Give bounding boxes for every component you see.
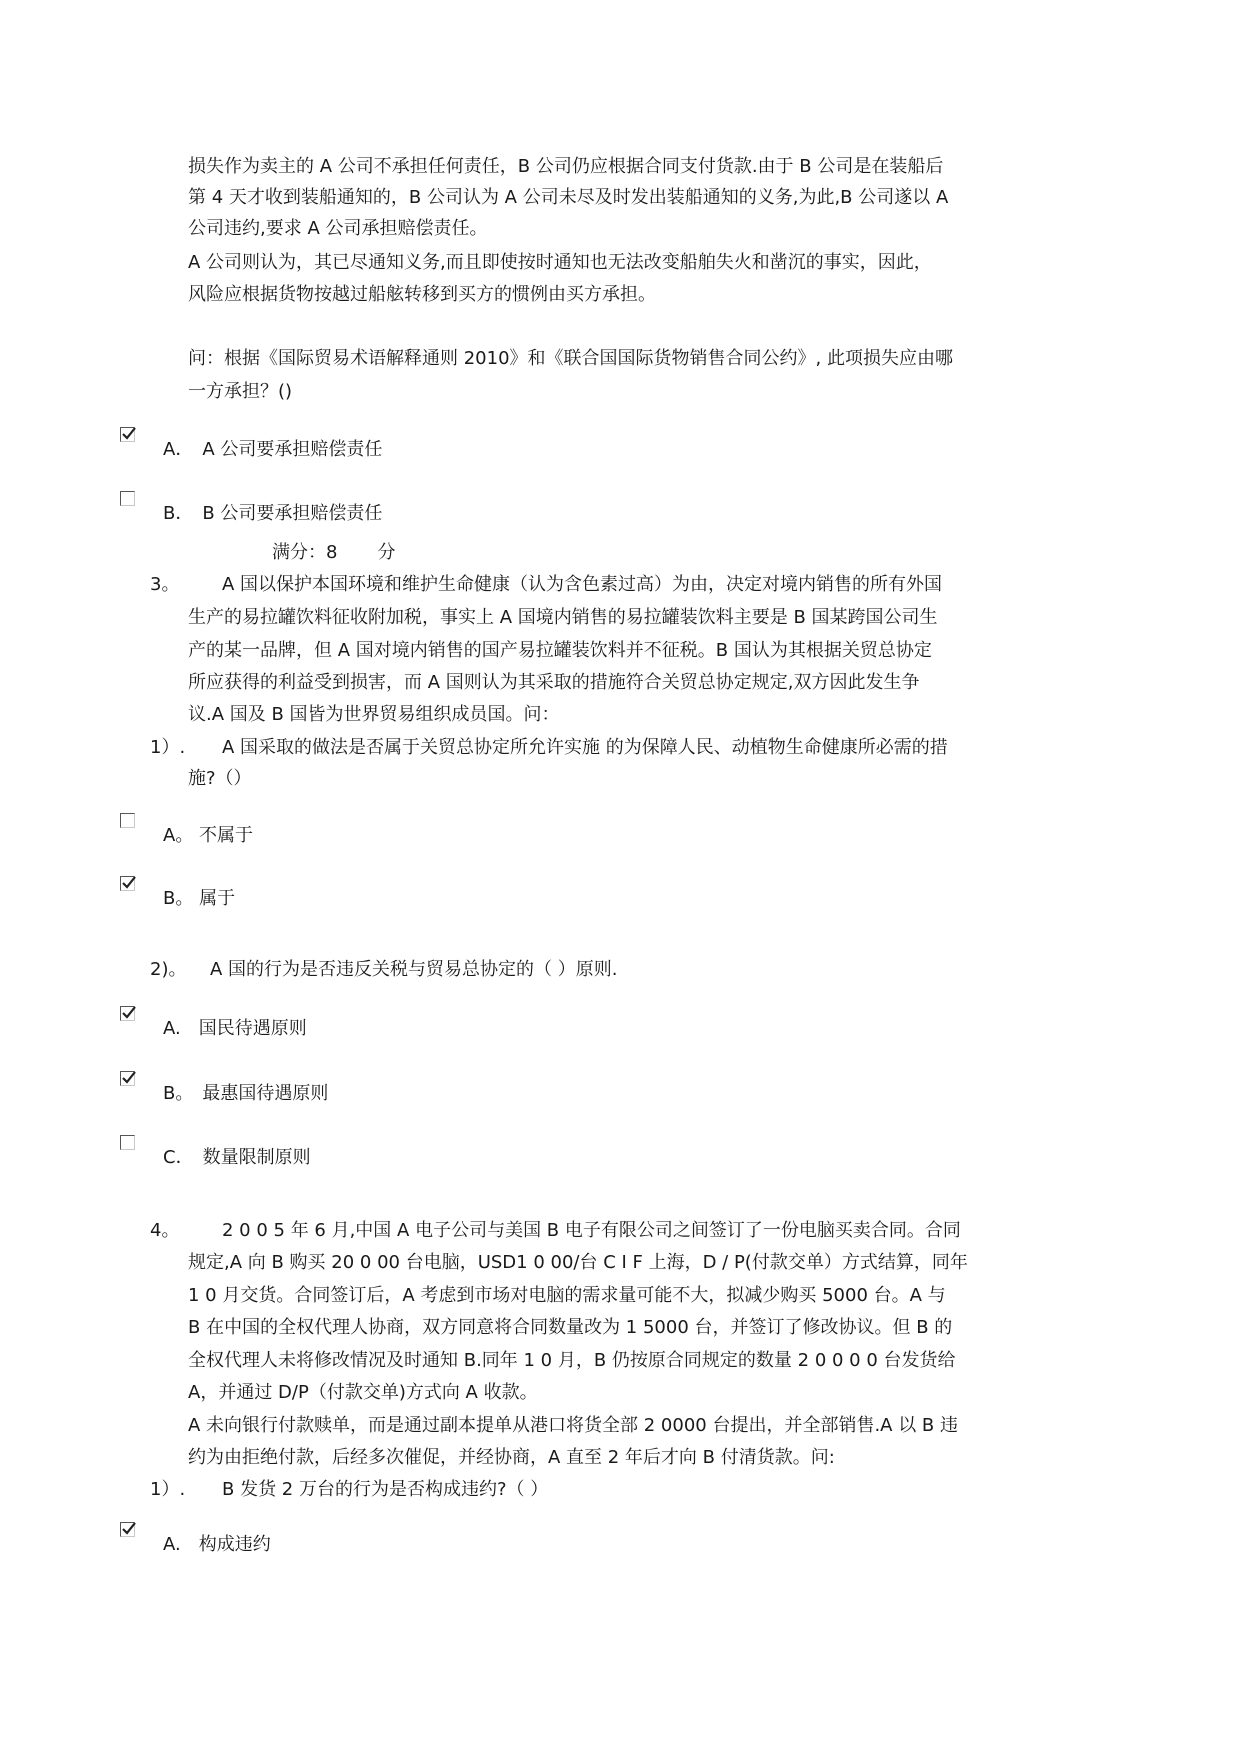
q4-line-7: A 未向银行付款赎单，而是通过副本提单从港口将货全部 2 0000 台提出，并全部销售.A 以 B 违 xyxy=(188,1415,959,1436)
q2-option-a[interactable]: A． A 公司要承担赔偿责任 xyxy=(163,439,383,460)
q2-score xyxy=(272,542,395,564)
q4-sub1-text: B 发货 2 万台的行为是否构成违约?（ ） xyxy=(222,1479,549,1500)
q3-sub1-option-b-checkbox[interactable] xyxy=(120,876,135,891)
checkmark-icon xyxy=(121,426,137,442)
q2-question-line-1: 问：根据《国际贸易术语解释通则 2010》和《联合国国际货物销售合同公约》, 此项损失应由哪 xyxy=(188,348,953,369)
q3-line-4: 所应获得的利益受到损害，而 A 国则认为其采取的措施符合关贸总协定规定,双方因此发生争 xyxy=(188,672,920,693)
q2-option-a-checkbox[interactable] xyxy=(120,427,135,442)
q3-line-3: 产的某一品牌，但 A 国对境内销售的国产易拉罐装饮料并不征税。B 国认为其根据关贸总协定 xyxy=(188,640,932,661)
q2-line-5: 风险应根据货物按越过船舷转移到买方的惯例由买方承担。 xyxy=(188,284,656,305)
q3-sub1-option-a[interactable]: A。 不属于 xyxy=(163,825,254,846)
q3-sub1-number: 1）. xyxy=(150,737,186,758)
q4-line-8: 约为由拒绝付款，后经多次催促，并经协商，A 直至 2 年后才向 B 付清货款。问: xyxy=(188,1447,835,1468)
q3-sub1-option-b[interactable]: B。 属于 xyxy=(163,888,236,909)
q4-line-4: B 在中国的全权代理人协商，双方同意将合同数量改为 1 5000 台，并签订了修改协议。但 B 的 xyxy=(188,1317,953,1338)
q3-sub2-option-c[interactable]: C． 数量限制原则 xyxy=(163,1147,311,1168)
q3-line-5: 议.A 国及 B 国皆为世界贸易组织成员国。问： xyxy=(188,704,560,725)
q3-sub2-option-a-checkbox[interactable] xyxy=(120,1006,135,1021)
checkmark-icon xyxy=(121,875,137,891)
score-label: 满分： xyxy=(272,542,326,563)
q2-question-line-2: 一方承担？() xyxy=(188,381,293,402)
q3-line-1: A 国以保护本国环境和维护生命健康（认为含色素过高）为由，决定对境内销售的所有外国 xyxy=(222,574,943,595)
q2-line-2: 第 4 天才收到装船通知的，B 公司认为 A 公司未尽及时发出装船通知的义务,为此,B 公司遂以 A xyxy=(188,187,949,208)
q3-sub2-text: A 国的行为是否违反关税与贸易总协定的（ ）原则. xyxy=(210,959,618,980)
q4-line-2: 规定,A 向 B 购买 20 0 00 台电脑，USD1 0 00/台 C I F 上海，D / P(付款交单）方式结算，同年 xyxy=(188,1252,968,1273)
q3-number: 3。 xyxy=(150,574,180,595)
q2-option-b-checkbox[interactable] xyxy=(120,491,135,506)
score-unit: 分 xyxy=(377,542,396,563)
q2-line-1: 损失作为卖主的 A 公司不承担任何责任，B 公司仍应根据合同支付货款.由于 B 公司是在装船后 xyxy=(188,156,944,177)
q3-sub2-option-b[interactable]: B。 最惠国待遇原则 xyxy=(163,1083,329,1104)
checkmark-icon xyxy=(121,1521,137,1537)
q3-sub2-option-b-checkbox[interactable] xyxy=(120,1071,135,1086)
checkmark-icon xyxy=(121,1070,137,1086)
q4-line-6: A，并通过 D/P（付款交单)方式向 A 收款。 xyxy=(188,1382,538,1403)
q3-sub1-option-a-checkbox[interactable] xyxy=(120,813,135,828)
q3-sub2-option-a[interactable]: A. 国民待遇原则 xyxy=(163,1018,307,1039)
q2-option-b[interactable]: B． B 公司要承担赔偿责任 xyxy=(163,503,383,524)
q4-number: 4。 xyxy=(150,1220,180,1241)
q4-sub1-option-a-checkbox[interactable] xyxy=(120,1522,135,1537)
q3-sub2-option-c-checkbox[interactable] xyxy=(120,1135,135,1150)
q4-sub1-option-a[interactable]: A. 构成违约 xyxy=(163,1534,271,1555)
q4-sub1-number: 1）. xyxy=(150,1479,186,1500)
q2-line-4: A 公司则认为，其已尽通知义务,而且即使按时通知也无法改变船舶失火和凿沉的事实，因此， xyxy=(188,252,932,273)
q4-line-5: 全权代理人未将修改情况及时通知 B.同年 1 0 月，B 仍按原合同规定的数量 2 0 0 0 0 台发货给 xyxy=(188,1350,956,1371)
q4-line-3: 1 0 月交货。合同签订后，A 考虑到市场对电脑的需求量可能不大，拟减少购买 5000 台。A 与 xyxy=(188,1285,946,1306)
q3-sub2-number: 2)。 xyxy=(150,959,187,980)
checkmark-icon xyxy=(121,1005,137,1021)
score-value: 8 xyxy=(326,542,338,563)
q3-sub1-line-2: 施?（） xyxy=(188,768,252,789)
q3-sub1-line-1: A 国采取的做法是否属于关贸总协定所允许实施 的为保障人民、动植物生命健康所必需的措 xyxy=(222,737,948,758)
q4-line-1: 2 0 0 5 年 6 月,中国 A 电子公司与美国 B 电子有限公司之间签订了一份电脑买卖合同。合同 xyxy=(222,1220,961,1241)
q3-line-2: 生产的易拉罐饮料征收附加税，事实上 A 国境内销售的易拉罐装饮料主要是 B 国某跨国公司生 xyxy=(188,607,938,628)
q2-line-3: 公司违约,要求 A 公司承担赔偿责任。 xyxy=(188,218,488,239)
